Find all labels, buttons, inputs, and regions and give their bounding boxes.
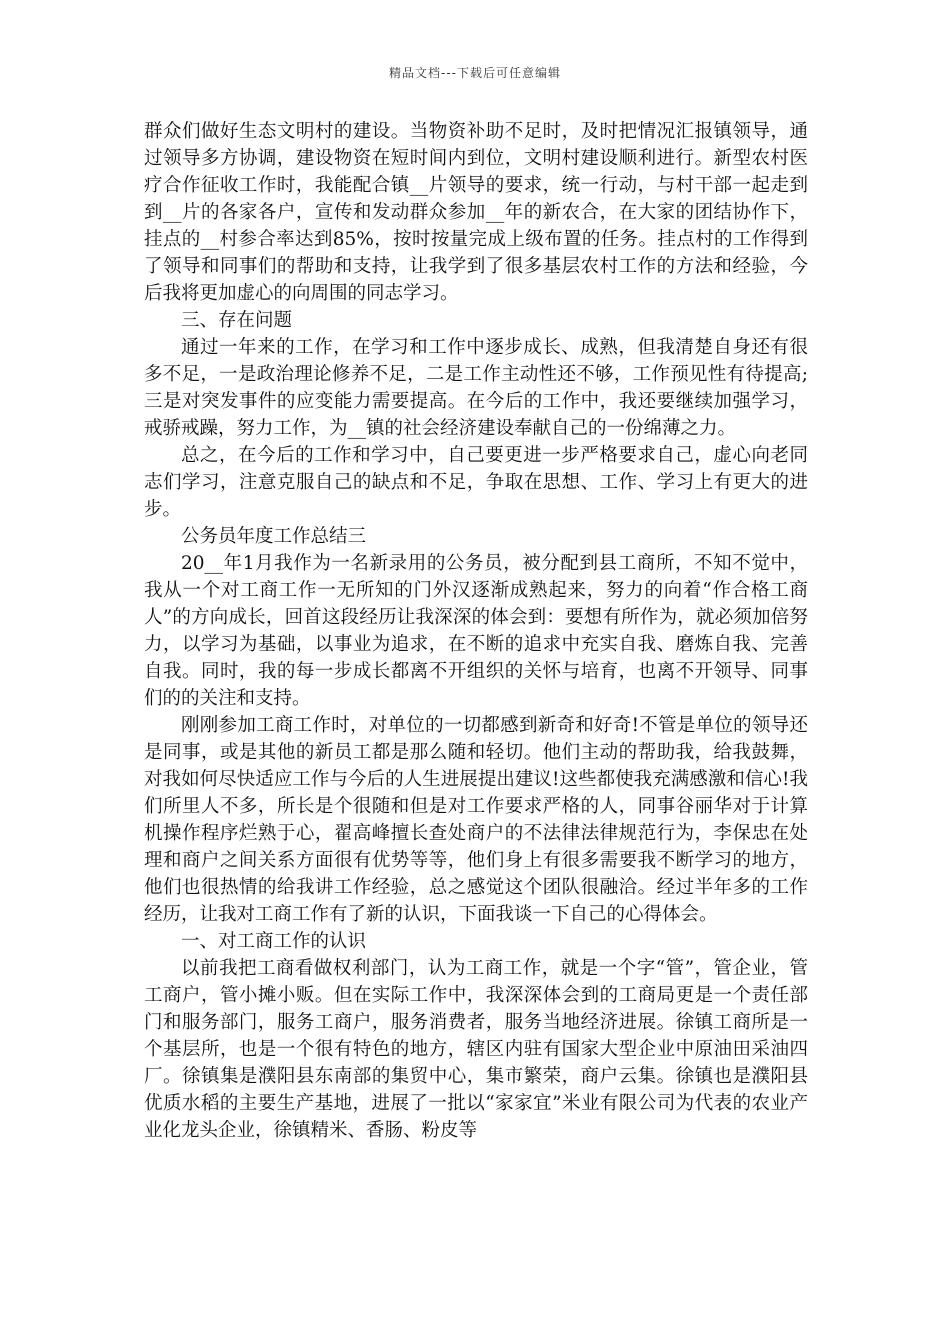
section-heading-problems: 三、存在问题: [181, 310, 293, 331]
paragraph-conclusion: 总之，在今后的工作和学习中，自己要更进一步严格要求自己，虚心向老同志们学习，注意克服自己的缺点和不足，争取在思想、工作、学习上有更大的进步。: [144, 445, 808, 520]
paragraph-new-civil-servant: 20__年1月我作为一名新录用的公务员，被分配到县工商所，不知不觉中，我从一个对工商工作一无所知的门外汉逐渐成熟起来，努力的向着“作合格工商人”的方向成长，回首这段经历让我深深的体会到：要想有所作为，就必须加倍努力，以学习为基础，以事业为追求，在不断的追求中充实自我、磨炼自我、完善自我。同时，我的每一步成长都离不开组织的关怀与培育，也离不开领导、同事们的的关注和支持。: [144, 553, 808, 709]
section-title-summary-three: 公务员年度工作总结三: [181, 526, 367, 547]
paragraph-shortcomings: 通过一年来的工作，在学习和工作中逐步成长、成熟，但我清楚自身还有很多不足，一是政治理论修养不足，二是工作主动性还不够，工作预见性有待提高;三是对突发事件的应变能力需要提高。在今后的工作中，我还要继续加强学习，戒骄戒躁，努力工作，为__镇的社会经济建设奉献自己的一份绵薄之力。: [144, 337, 808, 439]
paragraph-eco-village: 群众们做好生态文明村的建设。当物资补助不足时，及时把情况汇报镇领导，通过领导多方协调，建设物资在短时间内到位，文明村建设顺利进行。新型农村医疗合作征收工作时，我能配合镇__片领导的要求，统一行动，与村干部一起走到到__片的各家各户，宣传和发动群众参加__年的新农合，在大家的团结协作下，挂点的__村参合率达到85%，按时按量完成上级布置的任务。挂点村的工作得到了领导和同事们的帮助和支持，让我学到了很多基层农村工作的方法和经验，今后我将更加虚心的向周围的同志学习。: [144, 121, 808, 304]
paragraph-first-impressions: 刚刚参加工商工作时，对单位的一切都感到新奇和好奇!不管是单位的领导还是同事，或是其他的新员工都是那么随和轻切。他们主动的帮助我，给我鼓舞，对我如何尽快适应工作与今后的人生进展提出建议!这些都使我充满感激和信心!我们所里人不多，所长是个很随和但是对工作要求严格的人，同事谷丽华对于计算机操作程序烂熟于心，翟高峰擅长查处商户的不法律法律规范行为，李保忠在处理和商户之间关系方面很有优势等等，他们身上有很多需要我不断学习的地方，他们也很热情的给我讲工作经验，总之感觉这个团队很融洽。经过半年多的工作经历，让我对工商工作有了新的认识，下面我谈一下自己的心得体会。: [144, 715, 808, 925]
paragraph-industry-commerce: 以前我把工商看做权利部门，认为工商工作，就是一个字“管”，管企业，管工商户，管小摊小贩。但在实际工作中，我深深体会到的工商局更是一个责任部门和服务部门，服务工商户，服务消费者，服务当地经济进展。徐镇工商所是一个基层所，也是一个很有特色的地方，辖区内驻有国家大型企业中原油田采油四厂。徐镇集是濮阳县东南部的集贸中心，集市繁荣，商户云集。徐镇也是濮阳县优质水稻的主要生产基地，进展了一批以“家家宜”米业有限公司为代表的农业产业化龙头企业，徐镇精米、香肠、粉皮等: [144, 958, 808, 1141]
section-heading-understanding: 一、对工商工作的认识: [181, 931, 367, 952]
page-header: 精品文档---下载后可任意编辑: [389, 66, 561, 80]
document-body: [144, 118, 808, 1144]
